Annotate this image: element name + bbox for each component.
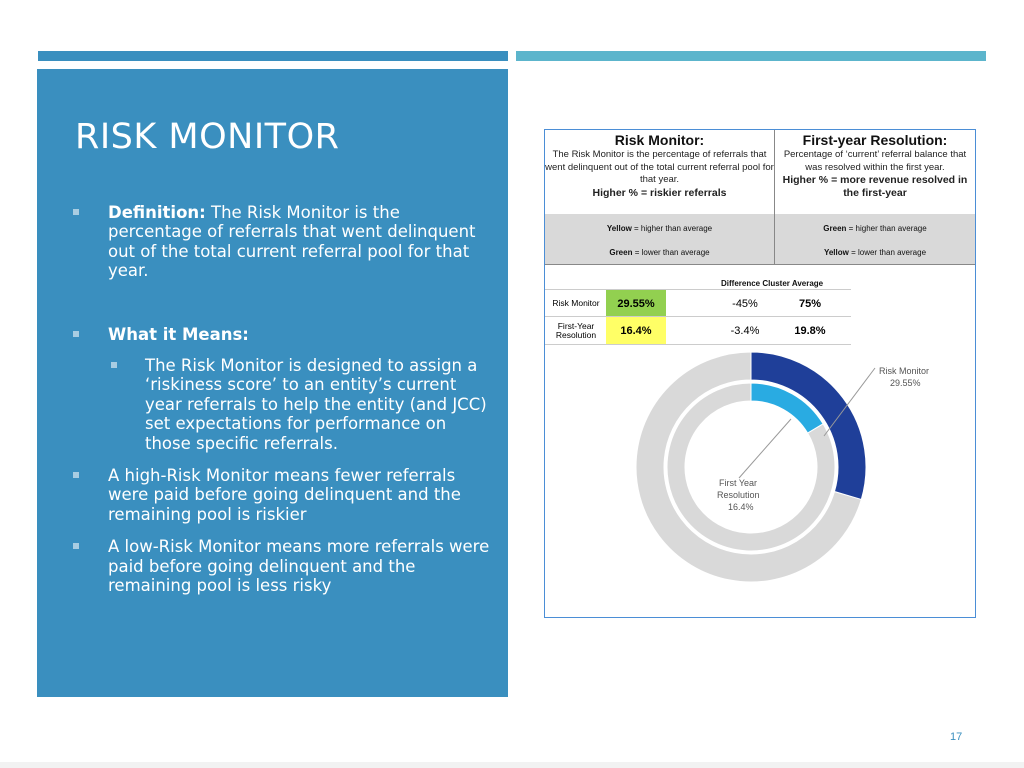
bullet-high-risk — [73, 466, 493, 524]
risk-monitor-legend — [545, 214, 775, 265]
legend-text: = higher than average — [846, 224, 927, 233]
bullet-low-risk — [73, 537, 493, 595]
table-header: Difference Cluster Average — [721, 279, 824, 288]
slide-title: RISK MONITOR — [75, 117, 340, 157]
row-average: 19.8% — [794, 324, 826, 337]
top-accent-bar-left — [38, 51, 508, 61]
left-content-panel — [37, 69, 508, 697]
row-label: First-Year Resolution — [555, 320, 597, 340]
bullet-definition — [73, 203, 493, 281]
row-difference: -3.4% — [730, 324, 760, 337]
inner-series-name-2: Resolution — [717, 490, 760, 500]
outer-series-name: Risk Monitor — [879, 366, 930, 376]
purpose-text: The Risk Monitor is designed to assign a ‘riskiness score’ to an entity’s current year referrals to help the entity (and JCC) set expectations for performance on those specific referrals. — [145, 356, 487, 453]
row-value: 16.4% — [606, 317, 666, 344]
outer-series-value: 29.55% — [890, 378, 921, 388]
what-it-means-label: What it Means: — [108, 324, 249, 344]
bottom-strip — [0, 762, 1024, 768]
legend-text: = lower than average — [632, 248, 710, 257]
risk-monitor-figure — [544, 129, 976, 618]
legend-key: Green — [823, 224, 847, 233]
bullet-square-icon — [73, 472, 79, 478]
risk-monitor-header — [545, 130, 775, 214]
inner-series-name-1: First Year — [719, 478, 758, 488]
legend-text: = lower than average — [848, 248, 927, 257]
inner-series-value: 16.4% — [728, 502, 754, 512]
bullet-square-icon — [73, 331, 79, 337]
legend-text: = higher than average — [631, 224, 713, 233]
first-year-header-desc: Percentage of ‘current’ referral balance that was resolved within the first year. — [783, 149, 967, 173]
legend-key: Green — [609, 248, 633, 257]
page-number: 17 — [950, 731, 963, 743]
row-label: Risk Monitor — [552, 298, 600, 308]
first-year-header — [775, 130, 975, 214]
row-difference: -45% — [732, 297, 758, 310]
legend-line — [775, 248, 975, 257]
first-year-header-rule: Higher % = more revenue resolved in the first-year — [782, 174, 968, 199]
legend-line — [545, 248, 774, 257]
first-year-legend — [775, 214, 975, 265]
bullet-square-icon — [73, 543, 79, 549]
risk-monitor-header-desc: The Risk Monitor is the percentage of referrals that went delinquent out of the total current referral pool for that year. — [545, 149, 774, 185]
legend-line — [545, 224, 774, 233]
bullet-square-icon — [111, 362, 117, 368]
legend-key: Yellow — [823, 248, 849, 257]
definition-label: Definition: — [108, 203, 206, 222]
row-value: 29.55% — [606, 290, 666, 317]
risk-monitor-header-rule: Higher % = riskier referrals — [592, 186, 727, 199]
definition-text: The Risk Monitor is the percentage of referrals that went delinquent out of the total current referral pool for that year. — [108, 203, 476, 281]
bullet-square-icon — [73, 209, 79, 215]
high-risk-text: A high-Risk Monitor means fewer referrals were paid before going delinquent and the remaining pool is riskier — [108, 466, 461, 524]
risk-monitor-header-title: Risk Monitor: — [614, 132, 705, 148]
bullet-list — [73, 203, 493, 596]
legend-line — [775, 224, 975, 233]
top-accent-bar-right — [516, 51, 986, 61]
bullet-what-it-means — [73, 325, 493, 344]
inner-leader-line — [739, 419, 791, 478]
legend-key: Yellow — [606, 224, 632, 233]
row-average: 75% — [798, 297, 822, 310]
sub-bullet-purpose — [73, 356, 493, 453]
first-year-header-title: First-year Resolution: — [802, 132, 948, 148]
table-row — [545, 289, 851, 317]
donut-chart — [545, 340, 975, 615]
low-risk-text: A low-Risk Monitor means more referrals were paid before going delinquent and the remaining pool is less risky — [108, 537, 490, 596]
